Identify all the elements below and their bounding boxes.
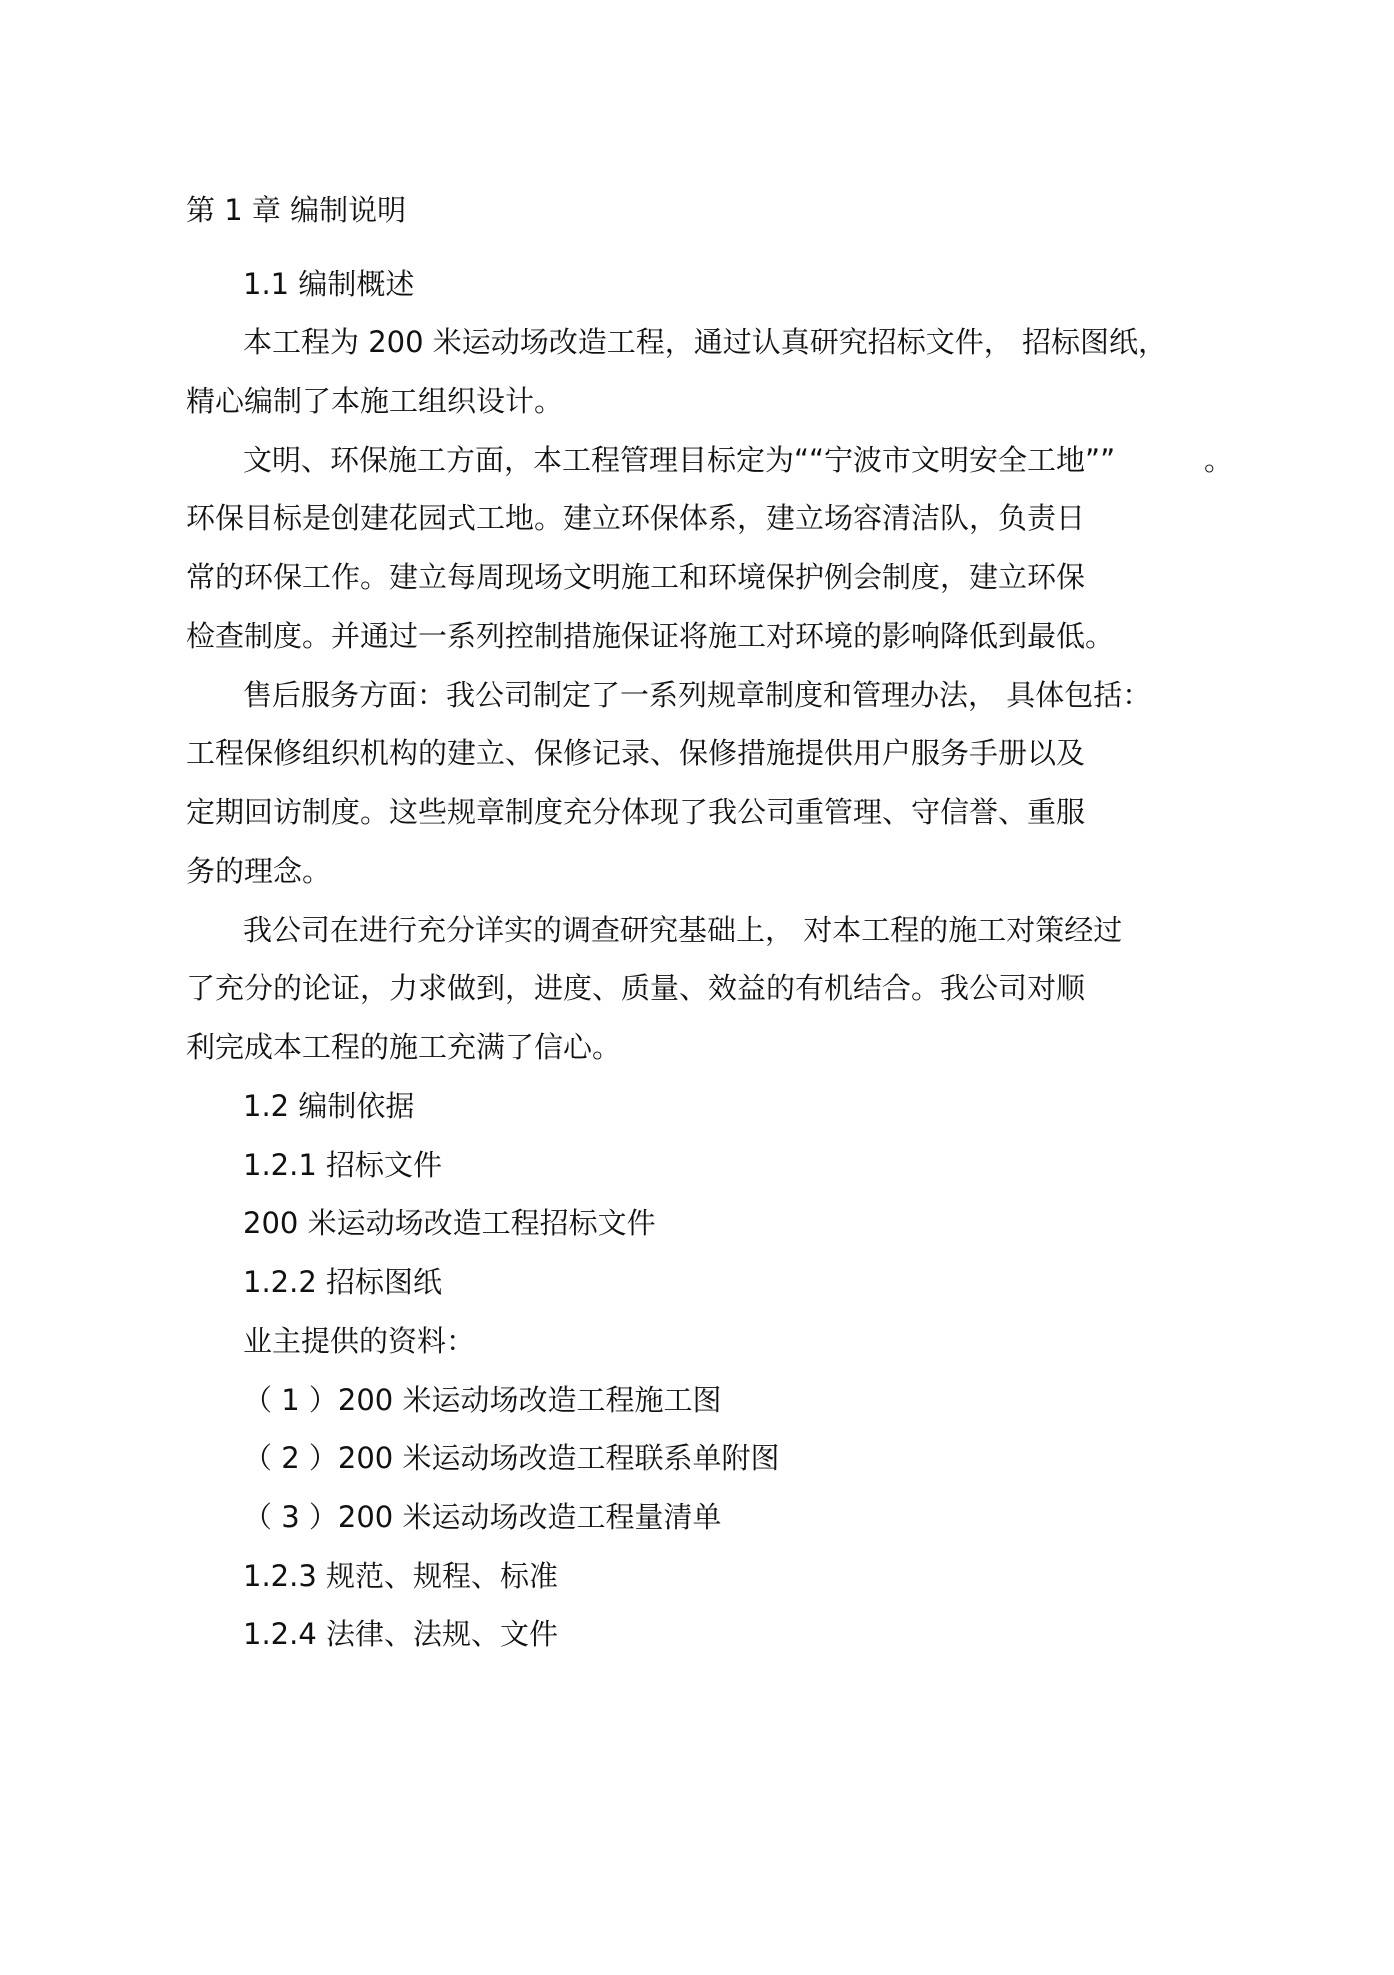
chapter-title: 第 1 章 编制说明 [186, 193, 407, 227]
paragraph-line: 售后服务方面：我公司制定了一系列规章制度和管理办法， 具体包括： [243, 678, 1152, 712]
paragraph-line: 务的理念。 [186, 854, 332, 888]
section-heading-1-2: 1.2 编制依据 [243, 1089, 415, 1123]
subsection-text: 200 米运动场改造工程招标文件 [243, 1206, 656, 1240]
subsection-heading-1-2-2: 1.2.2 招标图纸 [243, 1265, 443, 1299]
paragraph-line: 常的环保工作。建立每周现场文明施工和环境保护例会制度，建立环保 [186, 560, 1086, 594]
paragraph-line: 本工程为 200 米运动场改造工程，通过认真研究招标文件， 招标图纸， [243, 325, 1168, 359]
paragraph-line: 利完成本工程的施工充满了信心。 [186, 1030, 622, 1064]
list-item: （ 3 ）200 米运动场改造工程量清单 [243, 1500, 722, 1534]
paragraph-line: 精心编制了本施工组织设计。 [186, 384, 564, 418]
list-item: （ 1 ）200 米运动场改造工程施工图 [243, 1383, 722, 1417]
subsection-intro: 业主提供的资料： [243, 1324, 476, 1358]
paragraph-line: 环保目标是创建花园式工地。建立环保体系，建立场容清洁队，负责日 [186, 501, 1086, 535]
paragraph-line: 工程保修组织机构的建立、保修记录、保修措施提供用户服务手册以及 [186, 736, 1086, 770]
paragraph-line: 了充分的论证，力求做到，进度、质量、效益的有机结合。我公司对顺 [186, 971, 1086, 1005]
paragraph-line: 文明、环保施工方面，本工程管理目标定为““宁波市文明安全工地”” [243, 443, 1116, 477]
paragraph-line: 定期回访制度。这些规章制度充分体现了我公司重管理、守信誉、重服 [186, 795, 1086, 829]
list-item: （ 2 ）200 米运动场改造工程联系单附图 [243, 1441, 780, 1475]
subsection-heading-1-2-4: 1.2.4 法律、法规、文件 [243, 1617, 559, 1651]
section-heading-1-1: 1.1 编制概述 [243, 267, 415, 301]
subsection-heading-1-2-3: 1.2.3 规范、规程、标准 [243, 1559, 559, 1593]
subsection-heading-1-2-1: 1.2.1 招标文件 [243, 1148, 443, 1182]
paragraph-line-end: 。 [1204, 443, 1234, 477]
paragraph-line: 检查制度。并通过一系列控制措施保证将施工对环境的影响降低到最低。 [186, 619, 1115, 653]
paragraph-line: 我公司在进行充分详实的调查研究基础上， 对本工程的施工对策经过 [243, 913, 1123, 947]
